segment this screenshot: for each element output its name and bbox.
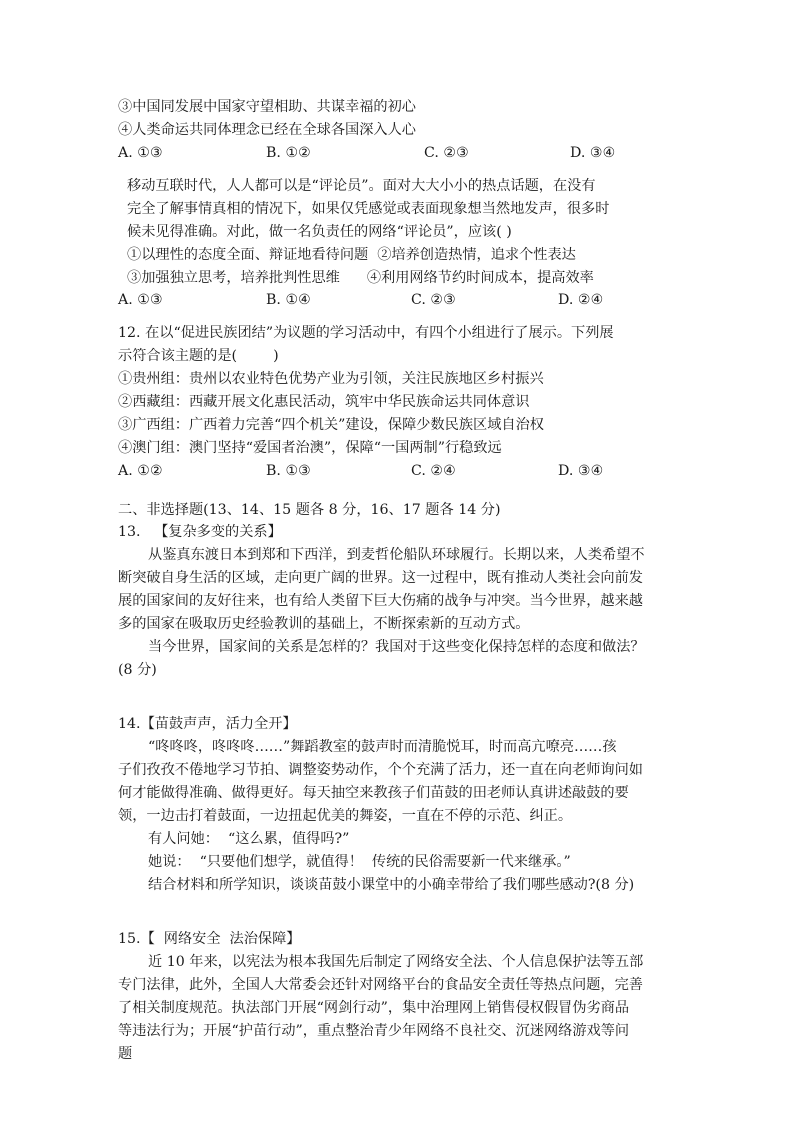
q14-line-2: 子们孜孜不倦地学习节拍、调整姿势动作，个个充满了活力，还一直在向老师询问如 [118,762,643,778]
q11-line-2: 完全了解事情真相的情况下，如果仅凭感觉或表面现象想当然地发声，很多时 [127,201,610,217]
q12-choice-3: ③广西组：广西着力完善“四个机关”建设，保障少数民族区域自治权 [118,417,544,433]
q10-option-a: A. ①③ [118,145,163,161]
q13-question: 当今世界，国家间的关系是怎样的？我国对于这些变化保持怎样的态度和做法？ [148,639,645,655]
q13-line-2: 断突破自身生活的区域，走向更广阔的世界。这一过程中，既有推动人类社会向前发 [118,570,643,586]
q11-option-c: C. ②③ [411,292,456,308]
q10-statement-4: ④人类命运共同体理念已经在全球各国深入人心 [118,122,416,138]
q12-options [118,461,678,481]
q15-line-1: 近 10 年来，以宪法为根本我国先后制定了网络安全法、个人信息保护法等五部 [148,954,644,970]
q14-line-3: 何才能做得准确、做得更好。每天抽空来教孩子们苗鼓的田老师认真讲述敲鼓的要 [118,785,629,801]
q11-line-3: 候未见得准确。对此，做一名负责任的网络“评论员”，应该( ) [127,224,512,240]
q13-line-3: 展的国家间的友好往来，也有给人类留下巨大伤痛的战争与冲突。当今世界，越来越 [118,593,643,609]
q15-line-2: 专门法律，此外，全国人大常委会还针对网络平台的食品安全责任等热点问题，完善 [118,977,643,993]
q11-line-1: 移动互联时代，人人都可以是“评论员”。面对大大小小的热点话题，在没有 [127,178,596,194]
q15-line-5: 题 [118,1046,133,1062]
q11-options [118,290,678,310]
q14-line-4: 领，一边击打着鼓面，一边扭起优美的舞姿，一直在不停的示范、纠正。 [118,808,573,824]
q13-line-1: 从鉴真东渡日本到郑和下西洋，到麦哲伦船队环球履行。长期以来，人类希望不 [148,547,645,563]
q14-line-6: 她说： “只要他们想学，就值得！ 传统的民俗需要新一代来继承。” [148,854,571,870]
q13-score: (8 分) [118,662,157,678]
q11-option-d: D. ②④ [558,292,604,308]
q12-line-2: 示符合该主题的是( ) [118,348,279,364]
q10-option-b: B. ①② [266,145,311,161]
q14-question: 结合材料和所学知识，谈谈苗鼓小课堂中的小确幸带给了我们哪些感动?(8 分) [148,877,635,893]
q15-title: 15.【 网络安全 法治保障】 [118,931,301,947]
q10-options [118,143,678,163]
q12-option-b: B. ①③ [266,463,311,479]
q13-title: 13. 【复杂多变的关系】 [118,524,282,540]
q12-choice-1: ①贵州组：贵州以农业特色优势产业为引领，关注民族地区乡村振兴 [118,371,544,387]
q10-option-c: C. ②③ [424,145,469,161]
q12-option-c: C. ②④ [411,463,456,479]
q10-statement-3: ③中国同发展中国家守望相助、共谋幸福的初心 [118,99,416,115]
q12-option-a: A. ①② [118,463,163,479]
q14-line-1: “咚咚咚，咚咚咚……”舞蹈教室的鼓声时而清脆悦耳，时而高亢嘹亮……孩 [148,739,617,755]
q11-choice-34: ③加强独立思考，培养批判性思维 ④利用网络节约时间成本，提高效率 [127,270,594,286]
q11-option-a: A. ①③ [118,292,163,308]
q12-option-d: D. ③④ [558,463,604,479]
q12-line-1: 12. 在以“促进民族团结”为议题的学习活动中，有四个小组进行了展示。下列展 [118,325,614,341]
q15-line-4: 等违法行为；开展“护苗行动”，重点整治青少年网络不良社交、沉迷网络游戏等问 [118,1023,630,1039]
q12-choice-4: ④澳门组：澳门坚持“爱国者治澳”，保障“一国两制”行稳致远 [118,440,502,456]
q13-line-4: 多的国家在吸取历史经验教训的基础上，不断探索新的互动方式。 [118,616,530,632]
q14-title: 14.【苗鼓声声，活力全开】 [118,716,297,732]
q11-choice-12: ①以理性的态度全面、辩证地看待问题 ②培养创造热情，追求个性表达 [127,247,576,263]
q11-option-b: B. ①④ [266,292,311,308]
q12-choice-2: ②西藏组：西藏开展文化惠民活动，筑牢中华民族命运共同体意识 [118,394,530,410]
section-2-heading: 二、非选择题(13、14、15 题各 8 分，16、17 题各 14 分) [118,502,501,518]
q15-line-3: 了相关制度规范。执法部门开展“网剑行动”，集中治理网上销售侵权假冒伪劣商品 [118,1000,630,1016]
q14-line-5: 有人问她： “这么累，值得吗?” [148,831,350,847]
q10-option-d: D. ③④ [570,145,616,161]
